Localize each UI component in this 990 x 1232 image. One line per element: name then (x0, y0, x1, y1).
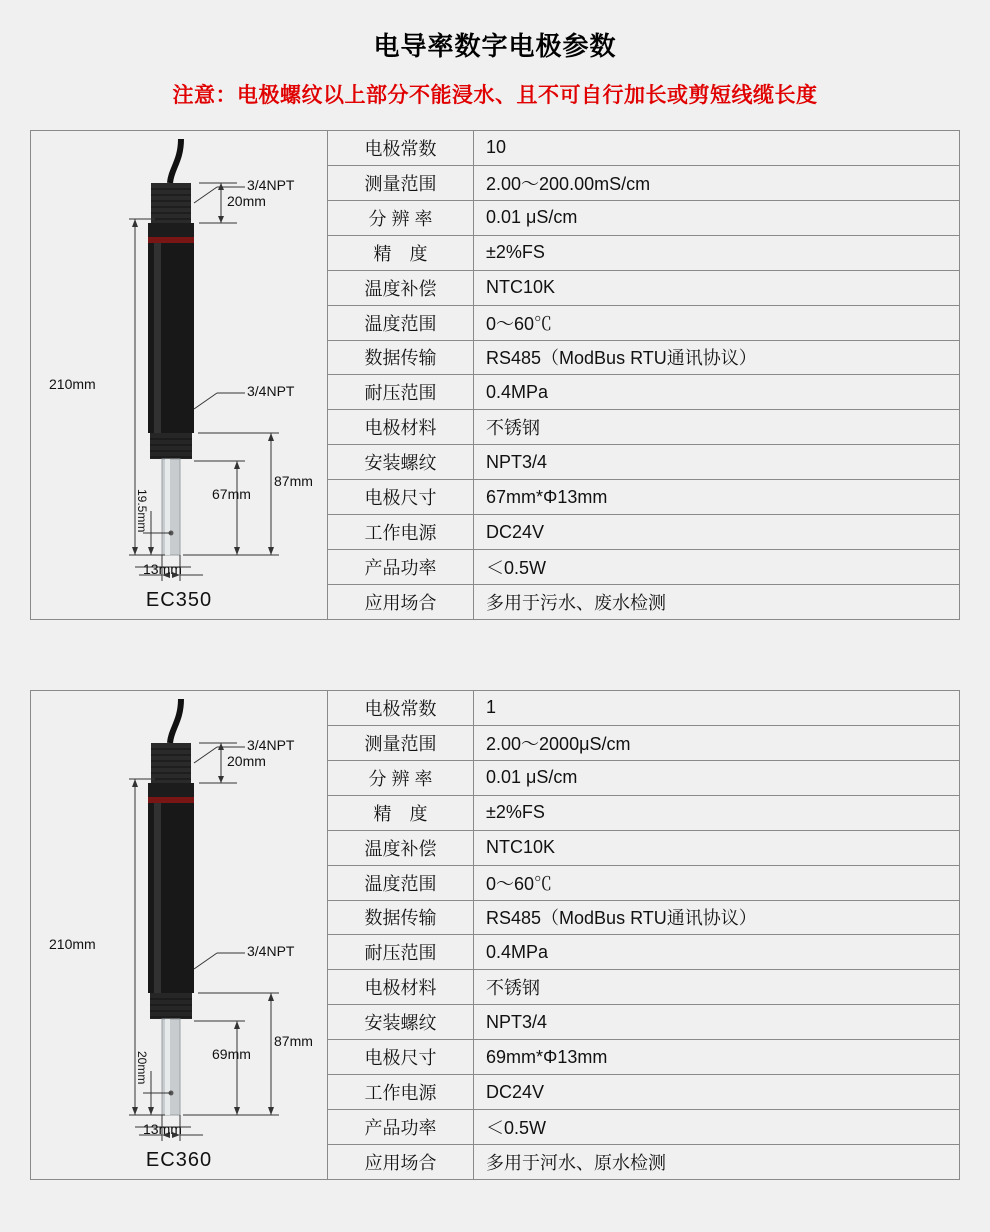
table-row (328, 166, 959, 201)
row-value: 2.00～2000μS/cm (486, 733, 631, 754)
table-row (328, 970, 959, 1005)
row-key: 电极常数 (328, 691, 474, 725)
row-value: ±2%FS (486, 242, 545, 263)
dim-total-ec350: 210mm (49, 376, 96, 392)
spec-block-ec350 (30, 130, 960, 620)
row-value: 0.4MPa (486, 381, 549, 402)
probe-figure-ec350 (31, 131, 327, 619)
row-key: 应用场合 (328, 1145, 474, 1179)
row-value: RS485（ModBus RTU通讯协议） (486, 348, 757, 369)
table-row (328, 131, 959, 166)
row-key: 工作电源 (328, 515, 474, 549)
row-value: 1 (486, 697, 497, 718)
row-value: 不锈钢 (486, 978, 540, 999)
table-row (328, 1110, 959, 1145)
table-row (328, 341, 959, 376)
row-value: ＜0.5W (486, 1118, 547, 1139)
row-value: 不锈钢 (486, 418, 540, 439)
row-value: 2.00～200.00mS/cm (486, 173, 651, 194)
table-row (328, 901, 959, 936)
row-key: 测量范围 (328, 166, 474, 200)
dim-tip-ec350: 19.5mm (135, 489, 149, 533)
row-key: 温度补偿 (328, 271, 474, 305)
dim-outer-ec350: 87mm (274, 473, 313, 489)
row-value: NTC10K (486, 837, 556, 858)
row-key: 电极尺寸 (328, 480, 474, 514)
row-value: 67mm*Φ13mm (486, 486, 608, 507)
spec-table-ec350 (327, 131, 959, 619)
page-title: 电导率数字电极参数 (373, 31, 617, 61)
row-value: 多用于污水、废水检测 (486, 592, 666, 613)
row-key: 电极材料 (328, 970, 474, 1004)
table-row (328, 445, 959, 480)
table-row (328, 480, 959, 515)
table-row (328, 866, 959, 901)
dim-body-ec350: 67mm (212, 486, 251, 502)
row-value: NPT3/4 (486, 451, 548, 472)
row-key: 精 度 (328, 796, 474, 830)
row-key: 数据传输 (328, 341, 474, 375)
row-value: 0～60℃ (486, 313, 553, 334)
table-row (328, 375, 959, 410)
row-value: DC24V (486, 1081, 545, 1102)
dim-cap-ec350: 20mm (227, 193, 266, 209)
row-value: ＜0.5W (486, 558, 547, 579)
model-label-ec360: EC360 (145, 1149, 213, 1171)
callout-top-thread-ec360: 3/4NPT (247, 737, 295, 753)
probe-drawing-ec350 (31, 131, 327, 619)
row-key: 应用场合 (328, 585, 474, 619)
row-value: 多用于河水、原水检测 (486, 1152, 666, 1173)
row-value: ±2%FS (486, 802, 545, 823)
row-key: 工作电源 (328, 1075, 474, 1109)
row-value: NTC10K (486, 277, 556, 298)
row-value: NPT3/4 (486, 1011, 548, 1032)
table-row (328, 550, 959, 585)
model-label-ec350: EC350 (145, 589, 213, 611)
callout-mid-thread-ec350: 3/4NPT (247, 383, 295, 399)
table-row (328, 236, 959, 271)
dim-tip-ec360: 20mm (135, 1051, 149, 1085)
row-key: 产品功率 (328, 550, 474, 584)
table-row (328, 410, 959, 445)
spec-table-ec360 (327, 691, 959, 1179)
table-row (328, 271, 959, 306)
row-key: 电极材料 (328, 410, 474, 444)
row-value: 0.01 μS/cm (486, 767, 578, 788)
probe-drawing-ec360 (31, 691, 327, 1179)
row-key: 产品功率 (328, 1110, 474, 1144)
callout-mid-thread-ec360: 3/4NPT (247, 943, 295, 959)
table-row (328, 585, 959, 619)
table-row (328, 935, 959, 970)
spec-block-ec360 (30, 690, 960, 1180)
row-key: 电极常数 (328, 131, 474, 165)
dim-body-ec360: 69mm (212, 1046, 251, 1062)
dim-diameter-ec350: 13mm (143, 561, 182, 577)
row-key: 温度范围 (328, 306, 474, 340)
dim-cap-ec360: 20mm (227, 753, 266, 769)
table-row (328, 761, 959, 796)
row-key: 数据传输 (328, 901, 474, 935)
warning-notice: 注意：电极螺纹以上部分不能浸水、且不可自行加长或剪短线缆长度 (172, 84, 818, 107)
row-key: 精 度 (328, 236, 474, 270)
table-row (328, 515, 959, 550)
table-row (328, 1040, 959, 1075)
row-key: 温度范围 (328, 866, 474, 900)
table-row (328, 1075, 959, 1110)
row-key: 分 辨 率 (328, 761, 474, 795)
row-value: 10 (486, 137, 507, 158)
row-key: 耐压范围 (328, 375, 474, 409)
row-key: 耐压范围 (328, 935, 474, 969)
table-row (328, 306, 959, 341)
row-key: 安装螺纹 (328, 445, 474, 479)
table-row (328, 201, 959, 236)
dim-outer-ec360: 87mm (274, 1033, 313, 1049)
table-row (328, 1145, 959, 1179)
row-key: 电极尺寸 (328, 1040, 474, 1074)
row-value: RS485（ModBus RTU通讯协议） (486, 908, 757, 929)
table-row (328, 796, 959, 831)
row-key: 安装螺纹 (328, 1005, 474, 1039)
row-key: 测量范围 (328, 726, 474, 760)
row-key: 温度补偿 (328, 831, 474, 865)
row-value: DC24V (486, 521, 545, 542)
dim-diameter-ec360: 13mm (143, 1121, 182, 1137)
table-row (328, 726, 959, 761)
table-row (328, 1005, 959, 1040)
table-row (328, 831, 959, 866)
table-row (328, 691, 959, 726)
row-value: 0～60℃ (486, 873, 553, 894)
callout-top-thread-ec350: 3/4NPT (247, 177, 295, 193)
dim-total-ec360: 210mm (49, 936, 96, 952)
row-value: 69mm*Φ13mm (486, 1046, 608, 1067)
probe-figure-ec360 (31, 691, 327, 1179)
row-value: 0.4MPa (486, 941, 549, 962)
row-value: 0.01 μS/cm (486, 207, 578, 228)
row-key: 分 辨 率 (328, 201, 474, 235)
